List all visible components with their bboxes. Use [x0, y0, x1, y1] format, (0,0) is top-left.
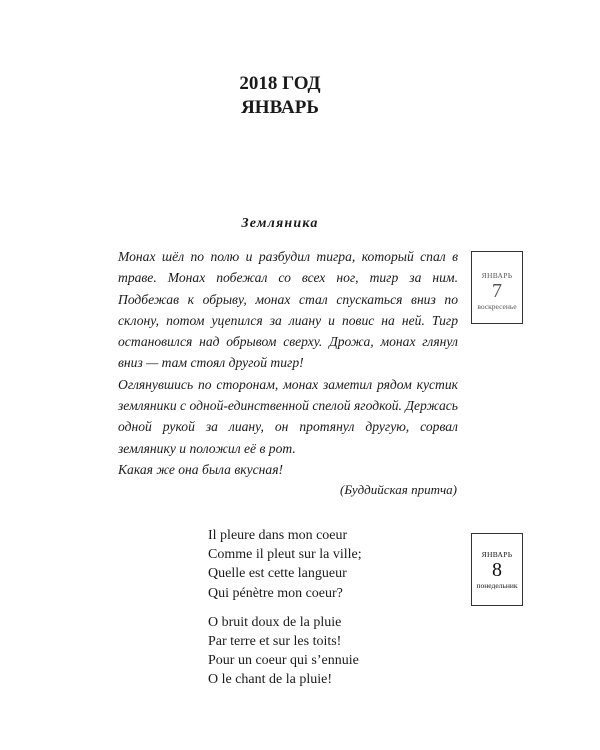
date-day: 7 [492, 280, 502, 302]
poem-line: Comme il pleut sur la ville; [208, 547, 362, 563]
date-box-jan-7 [471, 251, 523, 324]
poem-line: Il pleure dans mon coeur [208, 528, 348, 543]
poem [208, 526, 362, 700]
date-month: ЯНВАРЬ [481, 271, 513, 280]
poem-line: Quelle est cette langueur [208, 566, 347, 582]
story-text [118, 246, 458, 480]
date-weekday: понедельник [476, 581, 518, 590]
poem-stanza-2 [208, 613, 362, 690]
story-source: (Буддийская притча) [340, 482, 457, 497]
story-paragraph-3-text: Какая же она была вкусная! [118, 461, 284, 477]
poem-line: O bruit doux de la pluie [208, 614, 342, 630]
poem-line: Qui pénètre mon coeur? [208, 585, 343, 601]
story-title: Земляника [241, 216, 319, 231]
story-paragraph-2-text: Оглянувшись по сторонам, монах заметил рядом кустик земляники с одной-единственной спелой ягодкой. Держась одной рукой за лиану, он протянул другую, сорвал землянику и положил её в рот. [118, 376, 458, 456]
poem-line: Par terre et sur les toits! [208, 634, 342, 650]
story-paragraph-3 [118, 459, 458, 480]
year-heading: 2018 ГОД [239, 73, 321, 94]
story-paragraph-1-text: Монах шёл по полю и разбудил тигра, который спал в траве. Монах побежал со всех ног, тигр за ним. Подбежав к обрыву, монах стал спускаться вниз по склону, потом уцепился за лиану и повис на ней. Тигр остановился над обрывом сверху. Дрожа, монах глянул вниз — там стоял другой тигр! [118, 249, 458, 371]
poem-line: Pour un coeur qui s’ennuie [208, 653, 359, 669]
date-box-jan-8 [471, 533, 523, 606]
poem-stanza-1 [208, 526, 362, 603]
month-heading: ЯНВАРЬ [241, 97, 319, 118]
story-paragraph-2 [118, 374, 458, 459]
date-day: 8 [492, 559, 502, 581]
page-header [0, 72, 560, 120]
date-month: ЯНВАРЬ [481, 550, 513, 559]
poem-line: O le chant de la pluie! [208, 672, 333, 688]
story-paragraph-1 [118, 246, 458, 374]
date-weekday: воскресенье [477, 302, 517, 311]
